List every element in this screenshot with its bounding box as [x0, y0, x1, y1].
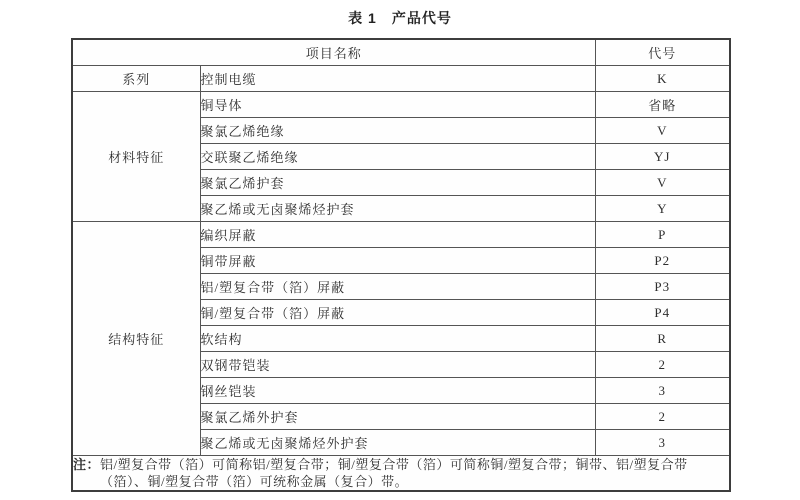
item-cell: 聚氯乙烯绝缘	[200, 118, 595, 144]
header-item-name: 项目名称	[72, 39, 595, 66]
item-cell: 聚乙烯或无卤聚烯烃外护套	[200, 430, 595, 456]
item-cell: 铝/塑复合带（箔）屏蔽	[200, 274, 595, 300]
table-row	[72, 92, 730, 118]
note-label: 注：	[73, 457, 101, 472]
item-cell: 交联聚乙烯绝缘	[200, 144, 595, 170]
code-cell: 省略	[595, 92, 730, 118]
item-cell: 双钢带铠装	[200, 352, 595, 378]
table-row	[72, 222, 730, 248]
product-code-table	[71, 38, 731, 492]
note	[73, 456, 729, 490]
code-cell: 2	[595, 404, 730, 430]
item-cell: 聚氯乙烯外护套	[200, 404, 595, 430]
category-cell-material: 材料特征	[72, 92, 200, 222]
code-cell: YJ	[595, 144, 730, 170]
item-cell: 软结构	[200, 326, 595, 352]
code-cell: K	[595, 66, 730, 92]
item-cell: 编织屏蔽	[200, 222, 595, 248]
table-title: 表 1 产品代号	[348, 10, 452, 26]
code-cell: Y	[595, 196, 730, 222]
code-cell: V	[595, 170, 730, 196]
table-row	[72, 66, 730, 92]
item-cell: 钢丝铠装	[200, 378, 595, 404]
item-cell: 铜/塑复合带（箔）屏蔽	[200, 300, 595, 326]
item-cell: 控制电缆	[200, 66, 595, 92]
code-cell: R	[595, 326, 730, 352]
item-cell: 铜带屏蔽	[200, 248, 595, 274]
code-cell: P4	[595, 300, 730, 326]
category-cell-structure: 结构特征	[72, 222, 200, 456]
item-cell: 铜导体	[200, 92, 595, 118]
code-cell: V	[595, 118, 730, 144]
note-cell	[72, 456, 730, 492]
item-cell: 聚氯乙烯护套	[200, 170, 595, 196]
note-text: 铝/塑复合带（箔）可简称铝/塑复合带；铜/塑复合带（箔）可简称铜/塑复合带；铜带、铝/塑复合带（箔）、铜/塑复合带（箔）可统称金属（复合）带。	[100, 457, 688, 489]
table-header-row	[72, 39, 730, 66]
code-cell: 2	[595, 352, 730, 378]
item-cell: 聚乙烯或无卤聚烯烃护套	[200, 196, 595, 222]
code-cell: 3	[595, 430, 730, 456]
category-cell-series: 系列	[72, 66, 200, 92]
header-code: 代号	[595, 39, 730, 66]
table-note-row	[72, 456, 730, 492]
table-container	[71, 38, 729, 492]
code-cell: P	[595, 222, 730, 248]
code-cell: P2	[595, 248, 730, 274]
code-cell: 3	[595, 378, 730, 404]
code-cell: P3	[595, 274, 730, 300]
